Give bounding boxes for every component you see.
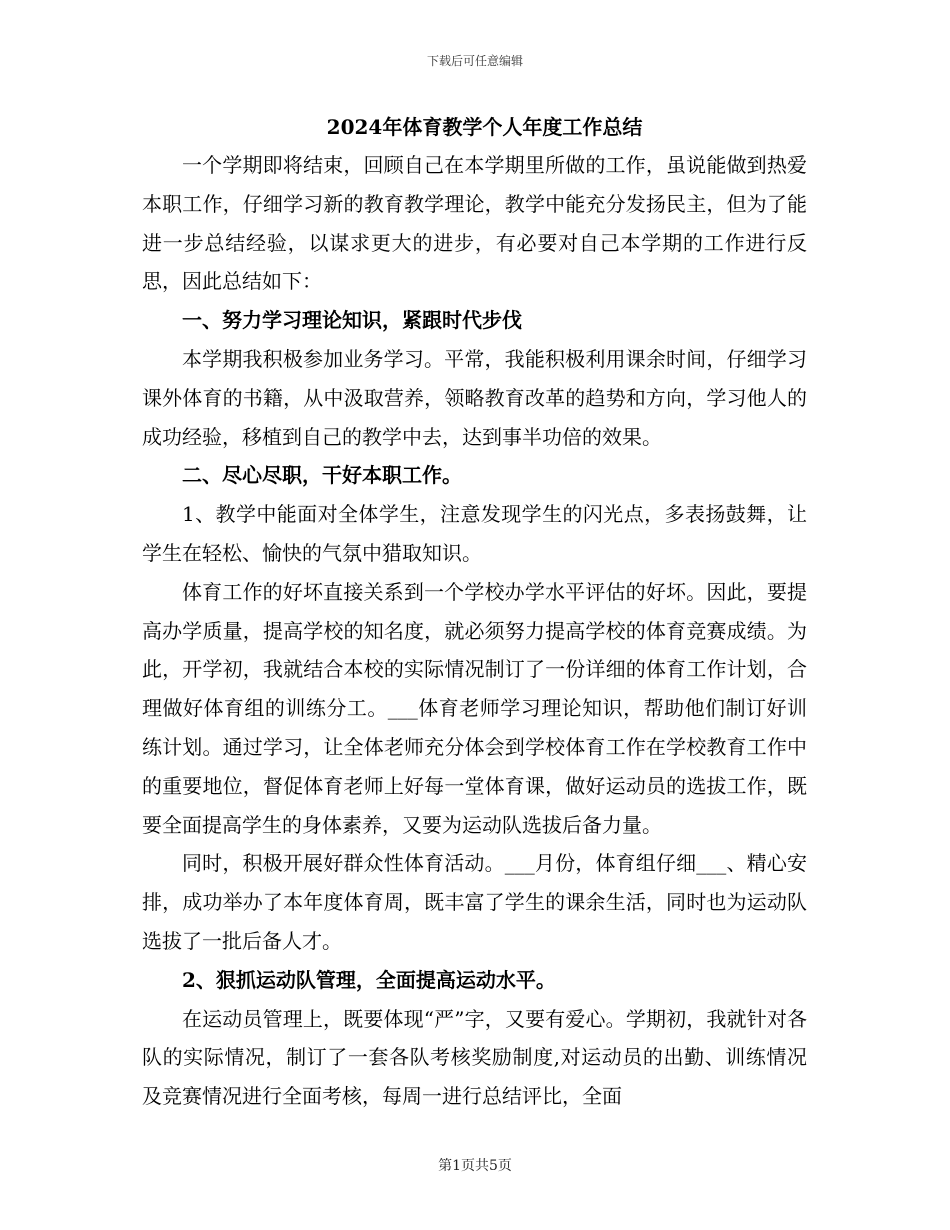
paragraph-sports-work: 体育工作的好坏直接关系到一个学校办学水平评估的好坏。因此，要提高办学质量，提高学校的知名度，就必须努力提高学校的体育竞赛成绩。为此，开学初，我就结合本校的实际情况制订了一份详细的体育工作计划，合理做好体育组的训练分工。___体育老师学习理论知识，帮助他们制订好训练计划。通过学习，让全体老师充分体会到学校体育工作在学校教育工作中的重要地位，督促体育老师上好每一堂体育课，做好运动员的选拔工作，既要全面提高学生的身体素养，又要为运动队选拔后备力量。 — [142, 579, 807, 837]
section-heading-2: 二、尽心尽职，干好本职工作。 — [182, 463, 462, 488]
page-footer: 第1页共5页 — [438, 1158, 512, 1174]
document-title: 2024年体育教学个人年度工作总结 — [326, 115, 643, 139]
paragraph-teaching: 1、教学中能面对全体学生，注意发现学生的闪光点，多表扬鼓舞，让学生在轻松、愉快的气氛中猎取知识。 — [142, 502, 807, 565]
paragraph-activities: 同时，积极开展好群众性体育活动。___月份，体育组仔细___、精心安排，成功举办了本年度体育周，既丰富了学生的课余生活，同时也为运动队选拔了一批后备人才。 — [142, 851, 807, 953]
section-heading-1: 一、努力学习理论知识，紧跟时代步伐 — [182, 308, 522, 333]
section-heading-2-2: 2、狠抓运动队管理，全面提高运动水平。 — [182, 967, 556, 992]
paragraph-study: 本学期我积极参加业务学习。平常，我能积极利用课余时间，仔细学习课外体育的书籍，从中汲取营养，领略教育改革的趋势和方向，学习他人的成功经验，移植到自己的教学中去，达到事半功倍的效果。 — [142, 346, 807, 449]
page-header: 下载后可任意编辑 — [426, 54, 523, 68]
paragraph-team-management: 在运动员管理上，既要体现“严”字，又要有爱心。学期初，我就针对各队的实际情况，制订了一套各队考核奖励制度,对运动员的出勤、训练情况及竞赛情况进行全面考核，每周一进行总结评比，全面 — [142, 1006, 807, 1109]
document-body — [142, 112, 807, 1116]
paragraph-intro: 一个学期即将结束，回顾自己在本学期里所做的工作，虽说能做到热爱本职工作，仔细学习新的教育教学理论，教学中能充分发扬民主，但为了能进一步总结经验，以谋求更大的进步，有必要对自己本学期的工作进行反思，因此总结如下： — [142, 153, 807, 294]
